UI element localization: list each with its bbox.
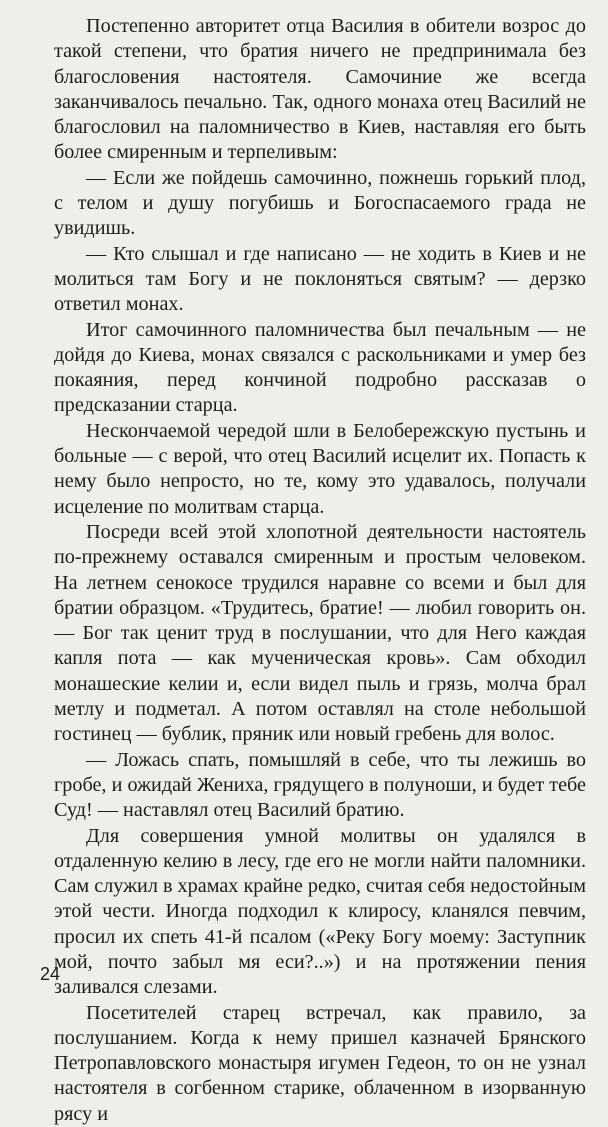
paragraph: Посреди всей этой хлопотной деятельности настоятель по-прежнему оставался смиренным и простым человеком. На летнем сенокосе трудился наравне со всеми и был для братии образцом. «Трудитесь, братие! — любил говорить он. — Бог так ценит труд в послушании, что для Него каждая капля пота — как мученическая кровь». Сам обходил монашеские келии и, если видел пыль и грязь, молча брал метлу и подметал. А потом оставлял на столе небольшой гостинец — бублик, пряник или новый гребень для волос. xyxy=(54,520,586,746)
paragraph: Итог самочинного паломничества был печальным — не дойдя до Киева, монах связался с раскольниками и умер без покаяния, перед кончиной подробно рассказав о предсказании старца. xyxy=(54,318,586,417)
paragraph: — Кто слышал и где написано — не ходить в Киев и не молиться там Богу и не поклоняться святым? — дерзко ответил монах. xyxy=(54,242,586,316)
paragraph: Для совершения умной молитвы он удалялся в отдаленную келию в лесу, где его не могли найти паломники. Сам служил в храмах крайне редко, считая себя недостойным этой чести. Иногда подходил к клиросу, кланялся певчим, просил их спеть 41-й псалом («Реку Богу моему: Заступник мой, почто забыл мя еси?..») и на протяжении пения заливался слезами. xyxy=(54,824,587,999)
page-number: 24 xyxy=(40,964,61,984)
paragraph: — Если же пойдешь самочинно, пожнешь горький плод, с телом и душу погубишь и Богоспасаемого града не увидишь. xyxy=(54,166,586,240)
paragraph: Посетителей старец встречал, как правило, за послушанием. Когда к нему пришел казначей Брянского Петропавловского монастыря игумен Гедеон, то он не узнал настоятеля в согбенном старике, облаченном в изорванную рясу и xyxy=(54,1001,586,1125)
paragraph: Нескончаемой чередой шли в Белобережскую пустынь и больные — с верой, что отец Василий исцелит их. Попасть к нему было непросто, но те, кому это удавалось, получали исцеление по молитвам старца. xyxy=(54,419,586,518)
body-text xyxy=(54,14,586,1127)
paragraph: — Ложась спать, помышляй в себе, что ты лежишь во гробе, и ожидай Жениха, грядущего в полуноши, и будет тебе Суд! — наставлял отец Василий братию. xyxy=(54,748,586,822)
paragraph: Постепенно авторитет отца Василия в обители возрос до такой степени, что братия ничего не предпринимала без благословения настоятеля. Самочиние же всегда заканчивалось печально. Так, одного монаха отец Василий не благословил на паломничество в Киев, наставляя его быть более смиренным и терпеливым: xyxy=(54,15,586,164)
